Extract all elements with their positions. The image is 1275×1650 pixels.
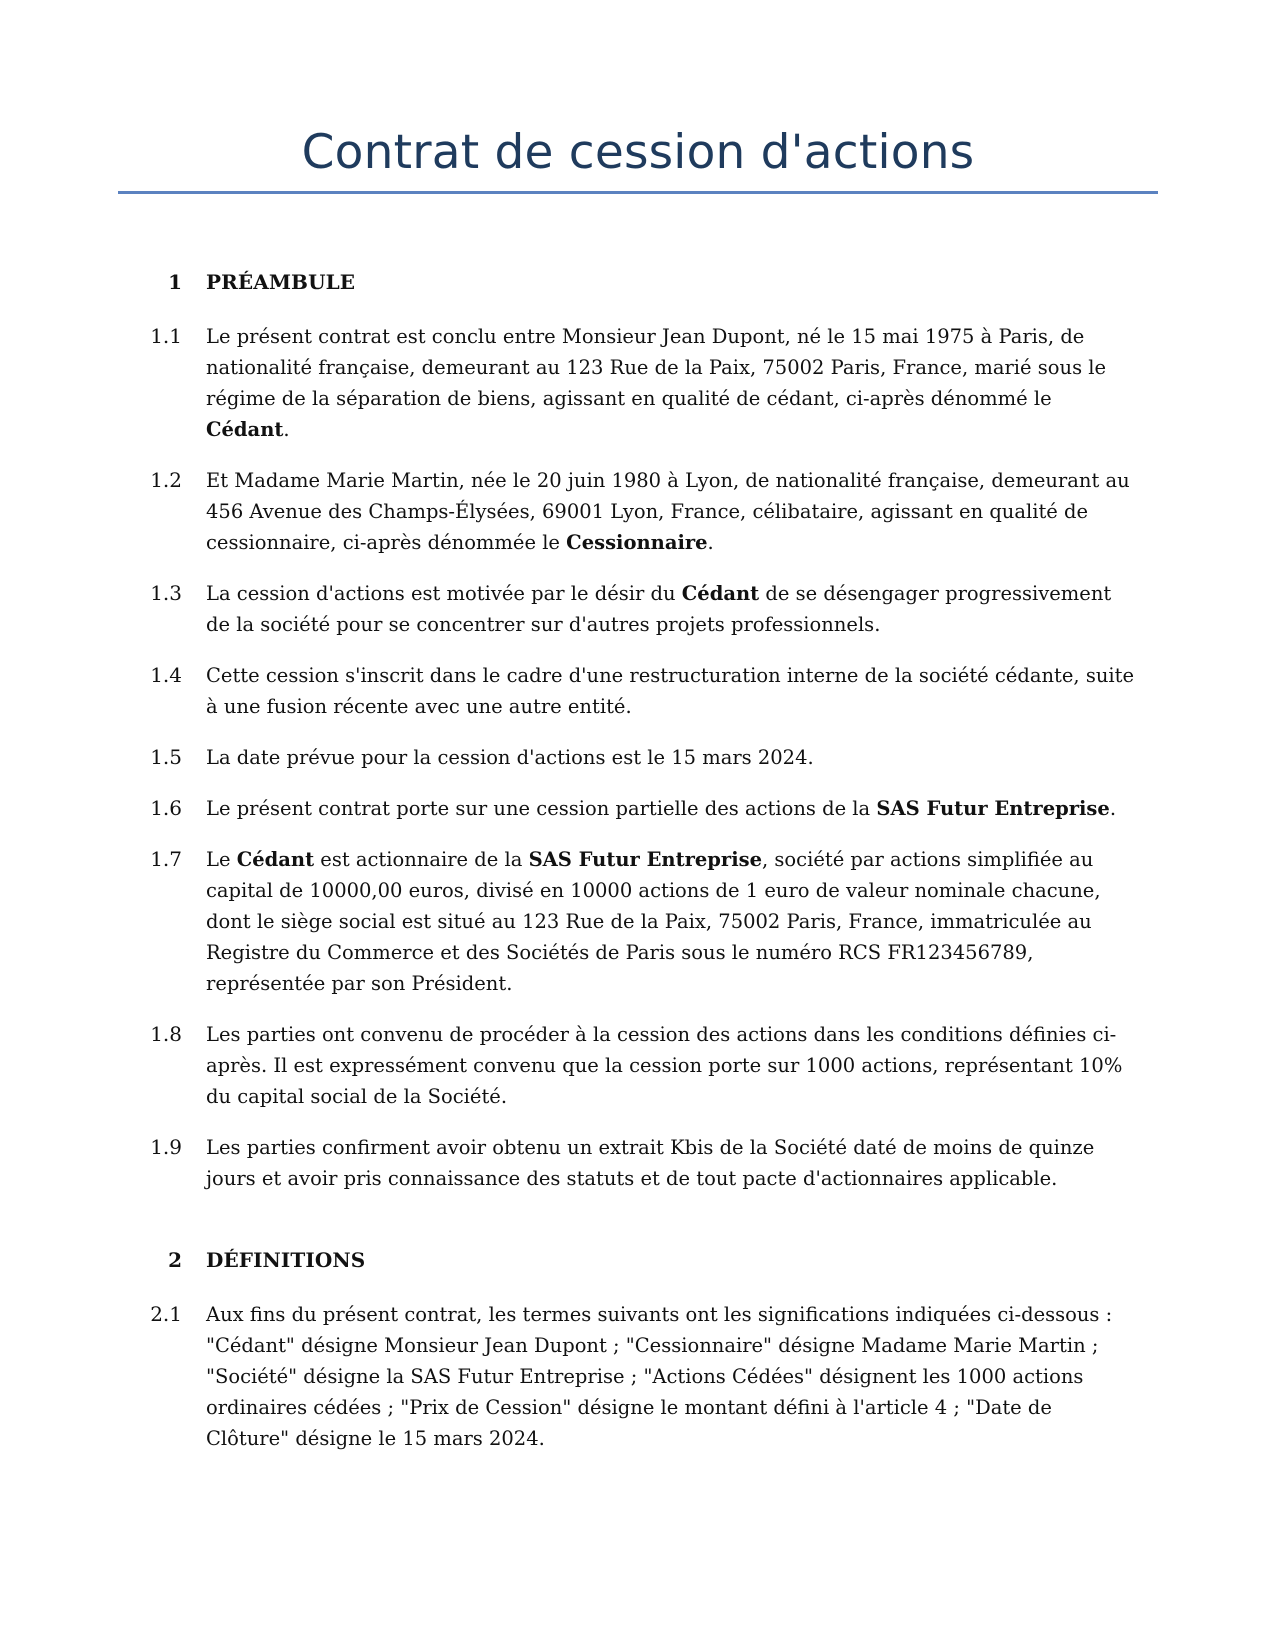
clause-text bbox=[206, 742, 1138, 773]
title-underline bbox=[118, 191, 1158, 194]
defined-term: SAS Futur Entreprise bbox=[528, 848, 763, 871]
clause-number: 1.4 bbox=[150, 663, 182, 687]
section-heading bbox=[118, 1248, 1138, 1278]
clause-text-run: est actionnaire de la bbox=[314, 848, 529, 871]
clause-text-run: Les parties confirment avoir obtenu un extrait Kbis de la Société daté de moins de quinze jours et avoir pris connaissance des statuts et de tout pacte d'actionnaires applicable. bbox=[206, 1136, 1095, 1190]
clause-text-run: La cession d'actions est motivée par le désir du bbox=[206, 582, 682, 605]
clause-text-run: Le présent contrat est conclu entre Monsieur Jean Dupont, né le 15 mai 1975 à Paris, de nationalité française, demeurant au 123 Rue de la Paix, 75002 Paris, France, marié sous le régime de la séparation de biens, agissant en qualité de cédant, ci-après dénommé le bbox=[206, 325, 1107, 410]
clause-text bbox=[206, 844, 1138, 999]
section-2 bbox=[118, 1248, 1138, 1454]
section-title: PRÉAMBULE bbox=[206, 270, 356, 294]
clause-text-run: . bbox=[707, 531, 714, 554]
clause-text-run: Cette cession s'inscrit dans le cadre d'une restructuration interne de la société cédante, suite à une fusion récente avec une autre entité. bbox=[206, 664, 1134, 718]
clause-text-run: Et Madame Marie Martin, née le 20 juin 1980 à Lyon, de nationalité française, demeurant au 456 Avenue des Champs-Élysées, 69001 Lyon, France, célibataire, agissant en qualité de cessionnaire, ci-après dénommée le bbox=[206, 469, 1130, 554]
clause-text-run: La date prévue pour la cession d'actions est le 15 mars 2024. bbox=[206, 746, 814, 769]
defined-term: Cessionnaire bbox=[566, 531, 708, 554]
section-number: 1 bbox=[168, 270, 182, 294]
document-body bbox=[118, 270, 1138, 1474]
clause bbox=[118, 321, 1138, 445]
clause bbox=[118, 660, 1138, 722]
clause-text-run: Les parties ont convenu de procéder à la cession des actions dans les conditions définies ci-après. Il est expressément convenu que la cession porte sur 1000 actions, représentant 10% du capital social de la Société. bbox=[206, 1023, 1123, 1108]
clause-number: 1.9 bbox=[150, 1135, 182, 1159]
clause-text bbox=[206, 1132, 1138, 1194]
clause bbox=[118, 465, 1138, 558]
clause-number: 1.6 bbox=[150, 796, 182, 820]
clause-number: 2.1 bbox=[150, 1302, 182, 1326]
clause-number: 1.1 bbox=[150, 324, 182, 348]
clause-text-run: Aux fins du présent contrat, les termes suivants ont les significations indiquées ci-dessous : "Cédant" désigne Monsieur Jean Dupont ; "Cessionnaire" désigne Madame Marie Martin ; "Société" désigne la SAS Futur Entreprise ; "Actions Cédées" désignent les 1000 actions ordinaires cédées ; "Prix de Cession" désigne le montant défini à l'article 4 ; "Date de Clôture" désigne le 15 mars 2024. bbox=[206, 1303, 1113, 1450]
clause-text-run: Le présent contrat porte sur une cession partielle des actions de la bbox=[206, 797, 877, 820]
section-number: 2 bbox=[168, 1248, 182, 1272]
defined-term: SAS Futur Entreprise bbox=[876, 797, 1110, 820]
clause bbox=[118, 1299, 1138, 1454]
clause bbox=[118, 844, 1138, 999]
section-heading bbox=[118, 270, 1138, 300]
defined-term: Cédant bbox=[681, 582, 760, 605]
clause-text bbox=[206, 1019, 1138, 1112]
clause-text-run: , société par actions simplifiée au capital de 10000,00 euros, divisé en 10000 actions de 1 euro de valeur nominale chacune, dont le siège social est situé au 123 Rue de la Paix, 75002 Paris, France, immatriculée au Registre du Commerce et des Sociétés de Paris sous le numéro RCS FR123456789, représentée par son Président. bbox=[206, 848, 1101, 995]
clause-text-run: . bbox=[283, 418, 290, 441]
clause bbox=[118, 742, 1138, 773]
clause bbox=[118, 1132, 1138, 1194]
section-1 bbox=[118, 270, 1138, 1194]
clause-number: 1.2 bbox=[150, 468, 182, 492]
clause bbox=[118, 1019, 1138, 1112]
defined-term: Cédant bbox=[206, 418, 284, 441]
clause-text bbox=[206, 465, 1138, 558]
defined-term: Cédant bbox=[236, 848, 315, 871]
document-title: Contrat de cession d'actions bbox=[301, 125, 975, 180]
clause bbox=[118, 793, 1138, 824]
clause-text bbox=[206, 578, 1138, 640]
section-title: DÉFINITIONS bbox=[206, 1248, 366, 1272]
clause-text-run: de se désengager progressivement de la société pour se concentrer sur d'autres projets professionnels. bbox=[206, 582, 1112, 636]
clause-number: 1.7 bbox=[150, 847, 182, 871]
clause-text-run: Le bbox=[206, 848, 237, 871]
clause-text bbox=[206, 321, 1138, 445]
clause-text bbox=[206, 793, 1138, 824]
clause-number: 1.5 bbox=[150, 745, 182, 769]
clause-text-run: . bbox=[1109, 797, 1117, 820]
clause-text bbox=[206, 660, 1138, 722]
clause-number: 1.3 bbox=[150, 581, 182, 605]
clause-number: 1.8 bbox=[150, 1022, 182, 1046]
clause-text bbox=[206, 1299, 1138, 1454]
clause bbox=[118, 578, 1138, 640]
